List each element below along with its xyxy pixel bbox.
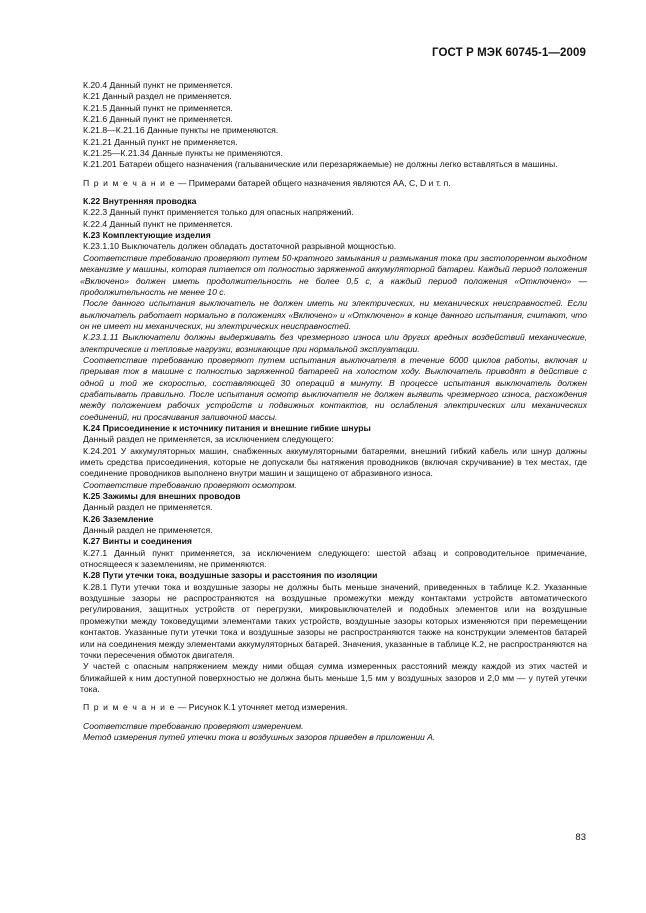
clause-k22-3: К.22.3 Данный пункт применяется только для опасных напряжений. <box>83 207 354 218</box>
section-heading-k23: К.23 Комплектующие изделия <box>83 230 211 241</box>
compliance-k23-2: После данного испытания выключатель не должен иметь ни электрических, ни механических неисправностей. Если выключатель работает нормально в положениях «Включено» и «Отключено» в конце данного испытания, считают, что он не имеет ни механических, ни электрических неисправностей. <box>80 298 587 331</box>
note-1 <box>80 178 587 189</box>
clause-k23-1-10: К.23.1.10 Выключатель должен обладать достаточной разрывной мощностью. <box>83 241 397 252</box>
compliance-k28: Соответствие требованию проверяют измерением. <box>83 720 304 731</box>
compliance-k23-3: Соответствие требованию проверяют путем испытания выключателя в течение 6000 циклов работы, включая и прерывая ток в машине с полностью заряженной батареей на холостом ходу. Выключатель приводят в действие с одной и той же скоростью, составляющей 30 операций в минуту. В процессе испытания выключатель должен срабатывать правильно. После испытания осмотр выключателя не должен выявить чрезмерного износа, расхождения между положением рабочих устройств и подвижных контактов, ни ослабления электрических или механических соединений, ни просачивания заливочной массы. <box>80 354 587 422</box>
note-text: — Рисунок К.1 уточняет метод измерения. <box>175 702 348 713</box>
text-line: К.20.4 Данный пункт не применяется. <box>83 80 233 90</box>
clause-k21-201: К.21.201 Батареи общего назначения (гальванические или перезаряжаемые) не должны легко вставляться в машины. <box>83 159 558 170</box>
clause-k22-4: К.22.4 Данный пункт не применяется. <box>83 218 233 229</box>
note-text: — Примерами батарей общего назначения являются AA, C, D и т. п. <box>175 177 451 188</box>
section-heading-k22: К.22 Внутренняя проводка <box>83 196 197 207</box>
text-line: К.21.21 Данный пункт не применяется. <box>83 136 238 147</box>
section-heading-k24: К.24 Присоединение к источнику питания и внешние гибкие шнуры <box>83 422 371 433</box>
note-2 <box>80 702 587 713</box>
clause-k28-1: К.28.1 Пути утечки тока и воздушные зазоры не должны быть меньше значений, приведенных в таблице К.2. Указанные воздушные зазоры не распространяются на воздушные промежутки между контактами устройств автоматического регулирования, защитных устройств от перегрузки, микровыключателей и подобных элементов или на воздушные промежутки между токоведущими элементами таких устройств, воздушные зазоры которых изменяются при перемещении контактов. Указанные пути утечки тока и воздушные зазоры не распространяются также на конструкции элементов батарей или на соединения между элементами аккумуляторных батарей. Значения, указанные в таблице К.2, не распространяются на точки пересечения обмоток двигателя. <box>80 581 587 660</box>
text-line: К.21.6 Данный пункт не применяется. <box>83 114 233 125</box>
page-number: 83 <box>575 832 586 843</box>
section-heading-k28: К.28 Пути утечки тока, воздушные зазоры и расстояния по изоляции <box>83 570 378 581</box>
clause-k24-201: К.24.201 У аккумуляторных машин, снабженных аккумуляторными батареями, внешний гибкий кабель или шнур должны иметь средства присоединения, которые не допускали бы натяжения проводников (включая скручивание) в тех местах, где соединение проводников выполнено внутри машин и защищено от абразивного износа. <box>80 445 587 479</box>
page-body <box>80 80 587 743</box>
note-label: П р и м е ч а н и е <box>83 177 176 188</box>
section-heading-k27: К.27 Винты и соединения <box>83 536 192 547</box>
note-label: П р и м е ч а н и е <box>83 702 176 713</box>
text-line: К.21.8—К.21.16 Данные пункты не применяются. <box>83 125 279 136</box>
clause-k23-1-11: К.23.1.11 Выключатели должны выдерживать без чрезмерного износа или других вредных воздействий механические, электрические и тепловые нагрузки, возникающие при нормальной эксплуатации. <box>80 332 587 354</box>
text-line: К.21 Данный раздел не применяется. <box>83 91 232 102</box>
text-line: К.21.25—К.21.34 Данные пункты не применяются. <box>83 148 283 159</box>
text-line: К.21.5 Данный пункт не применяется. <box>83 102 233 113</box>
clause-k26: Данный раздел не применяется. <box>83 525 213 536</box>
compliance-k23-1: Соответствие требованию проверяют путем 50-кратного замыкания и размыкания тока при застопоренном выходном механизме у машины, которая питается от полностью заряженной аккумуляторной батареи. Каждый период положения «Включено» должен иметь продолжительность не более 0,5 с, а каждый период положения «Отключено» — продолжительность не менее 10 с. <box>80 252 587 297</box>
compliance-k24: Соответствие требованию проверяют осмотром. <box>83 479 297 490</box>
document-header: ГОСТ Р МЭК 60745-1—2009 <box>432 47 586 59</box>
clause-k24-intro: Данный раздел не применяется, за исключением следующего: <box>83 434 334 445</box>
method-reference: Метод измерения путей утечки тока и воздушных зазоров приведен в приложении А. <box>83 731 436 742</box>
clause-k28-2: У частей с опасным напряжением между ними общая сумма измеренных расстояний между каждой из этих частей и ближайшей к ним доступной поверхностью не должна быть меньше 1,5 мм у воздушных зазоров и 2,0 мм — у путей утечки тока. <box>80 661 587 694</box>
clause-k27-1: К.27.1 Данный пункт применяется, за исключением следующего: шестой абзац и сопроводительное примечание, относящееся к заземлениям, не применяются. <box>80 547 587 570</box>
clause-k25: Данный раздел не применяется. <box>83 502 213 513</box>
section-heading-k25: К.25 Зажимы для внешних проводов <box>83 491 241 502</box>
section-heading-k26: К.26 Заземление <box>83 513 154 524</box>
